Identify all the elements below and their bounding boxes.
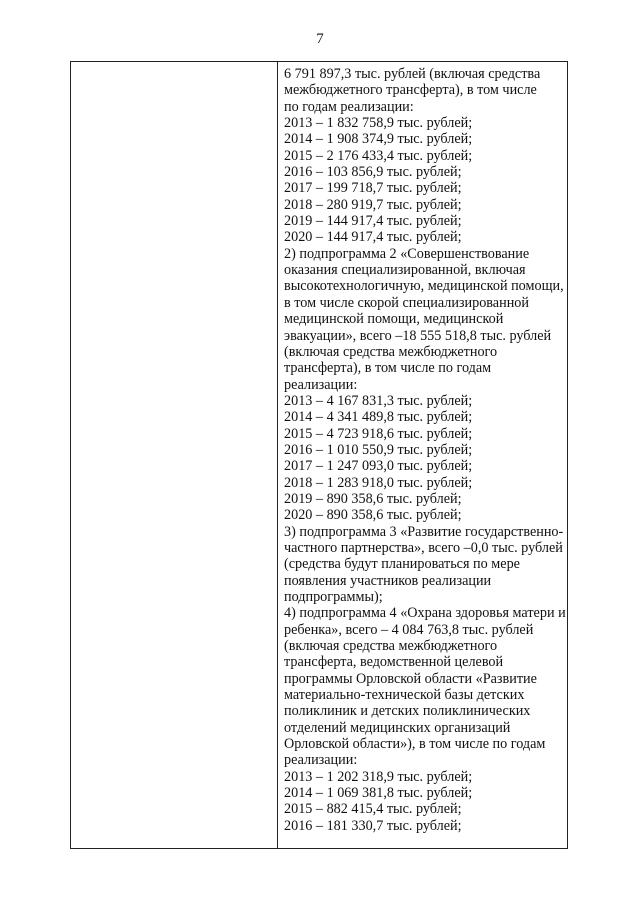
page-number: 7 [316, 31, 324, 47]
text-line: 2019 – 144 917,4 тыс. рублей; [284, 213, 462, 230]
table-left-cell [71, 62, 277, 848]
text-line: отделений медицинских организаций [284, 719, 511, 736]
text-line: поликлиник и детских поликлинических [284, 703, 531, 720]
program-funding-table [70, 61, 568, 849]
text-line: 6 791 897,3 тыс. рублей (включая средства [284, 66, 541, 82]
text-line: в том числе скорой специализированной [284, 294, 529, 311]
text-line: Орловской области»), в том числе по годам [284, 736, 546, 753]
text-line: 4) подпрограмма 4 «Охрана здоровья матери и [284, 605, 566, 622]
text-line: ребенка», всего – 4 084 763,8 тыс. рублей [284, 621, 534, 638]
text-line: 2016 – 103 856,9 тыс. рублей; [284, 164, 462, 181]
text-line: (средства будут планироваться по мере [284, 556, 520, 573]
text-line: 2013 – 1 832 758,9 тыс. рублей; [284, 115, 473, 132]
text-line: 3) подпрограмма 3 «Развитие государственно- [284, 523, 564, 540]
text-line: подпрограммы); [284, 589, 383, 605]
text-line: 2013 – 1 202 318,9 тыс. рублей; [284, 768, 473, 785]
text-line: 2018 – 1 283 918,0 тыс. рублей; [284, 474, 473, 491]
table-right-cell [284, 66, 566, 848]
text-line: (включая средства межбюджетного [284, 343, 498, 360]
text-line: высокотехнологичную, медицинской помощи, [284, 278, 564, 295]
text-line: эвакуации», всего –18 555 518,8 тыс. рублей [284, 327, 552, 344]
text-line: 2) подпрограмма 2 «Совершенствование [284, 245, 530, 262]
text-line: 2015 – 882 415,4 тыс. рублей; [284, 801, 462, 818]
text-line: 2014 – 4 341 489,8 тыс. рублей; [284, 409, 473, 426]
text-line: (включая средства межбюджетного [284, 638, 498, 655]
text-line: трансферта), в том числе по годам [284, 360, 492, 377]
text-line: 2017 – 1 247 093,0 тыс. рублей; [284, 458, 473, 475]
column-divider [277, 62, 278, 848]
text-line: 2016 – 1 010 550,9 тыс. рублей; [284, 441, 473, 458]
text-line: 2017 – 199 718,7 тыс. рублей; [284, 180, 462, 197]
text-line: 2013 – 4 167 831,3 тыс. рублей; [284, 392, 473, 409]
text-line: частного партнерства», всего –0,0 тыс. рублей [284, 539, 563, 556]
text-line: оказания специализированной, включая [284, 262, 526, 279]
text-line: по годам реализации: [284, 98, 414, 115]
text-line: медицинской помощи, медицинской [284, 311, 504, 328]
text-line: появления участников реализации [284, 572, 492, 589]
text-line: 2016 – 181 330,7 тыс. рублей; [284, 817, 462, 834]
text-line: 2020 – 144 917,4 тыс. рублей; [284, 229, 462, 246]
text-line: трансферта, ведомственной целевой [284, 654, 504, 671]
text-line: программы Орловской области «Развитие [284, 670, 537, 687]
text-line: 2014 – 1 069 381,8 тыс. рублей; [284, 785, 473, 802]
text-line: материально-технической базы детских [284, 687, 525, 704]
text-line: реализации: [284, 376, 358, 393]
text-line: 2018 – 280 919,7 тыс. рублей; [284, 196, 462, 213]
text-line: 2019 – 890 358,6 тыс. рублей; [284, 490, 462, 507]
text-line: 2020 – 890 358,6 тыс. рублей; [284, 507, 462, 524]
text-line: межбюджетного трансферта), в том числе [284, 82, 537, 99]
text-line: 2014 – 1 908 374,9 тыс. рублей; [284, 131, 473, 148]
text-line: 2015 – 4 723 918,6 тыс. рублей; [284, 425, 473, 442]
text-line: реализации: [284, 752, 358, 769]
text-line: 2015 – 2 176 433,4 тыс. рублей; [284, 147, 473, 164]
